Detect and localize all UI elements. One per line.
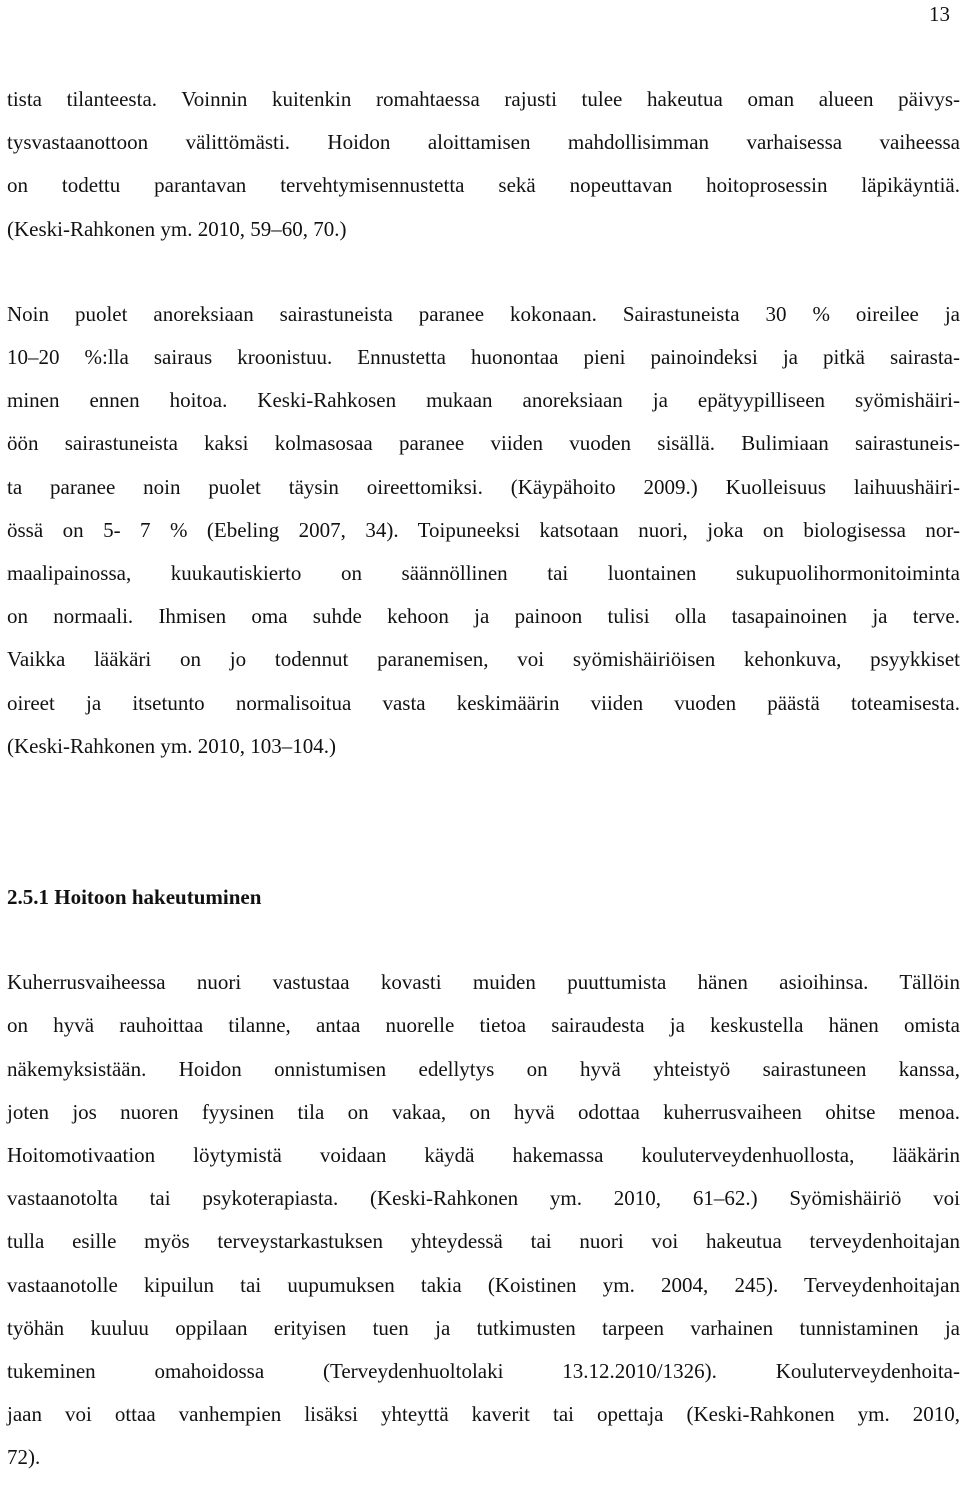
text-line: Kuherrusvaiheessa nuori vastustaa kovasti muiden puuttumista hänen asioihinsa. Tällöin (7, 970, 960, 995)
text-line: tista tilanteesta. Voinnin kuitenkin romahtaessa rajusti tulee hakeutua oman alueen päivys- (7, 87, 960, 111)
text-line: joten jos nuoren fyysinen tila on vakaa, on hyvä odottaa kuherrusvaiheen ohitse menoa. (7, 1099, 960, 1124)
section-spacer (7, 768, 960, 876)
paragraph-prognosis-intro (7, 78, 960, 251)
heading-spacer (7, 919, 960, 961)
text-line: työhän kuuluu oppilaan erityisen tuen ja tutkimusten tarpeen varhainen tunnistaminen ja (7, 1315, 960, 1340)
text-line: on hyvä rauhoittaa tilanne, antaa nuorelle tietoa sairaudesta ja keskustella hänen omista (7, 1013, 960, 1038)
text-line: ta paranee noin puolet täysin oireettomiksi. (Käypähoito 2009.) Kuolleisuus laihuushäiri- (7, 474, 960, 499)
text-line: össä on 5- 7 % (Ebeling 2007, 34). Toipuneeksi katsotaan nuori, joka on biologisessa nor- (7, 517, 960, 542)
text-line: Vaikka lääkäri on jo todennut paranemisen, voi syömishäiriöisen kehonkuva, psyykkiset (7, 647, 960, 672)
text-line: Noin puolet anoreksiaan sairastuneista paranee kokonaan. Sairastuneista 30 % oireilee ja (7, 301, 960, 326)
paragraph-seeking-treatment (7, 961, 960, 1479)
text-line: (Keski-Rahkonen ym. 2010, 59–60, 70.) (7, 216, 347, 241)
text-line: 10–20 %:lla sairaus kroonistuu. Ennustetta huonontaa pieni painoindeksi ja pitkä sairasta- (7, 345, 960, 370)
text-line: näkemyksistään. Hoidon onnistumisen edellytys on hyvä yhteistyö sairastuneen kanssa, (7, 1056, 960, 1081)
text-line: jaan voi ottaa vanhempien lisäksi yhteyttä kaverit tai opettaja (Keski-Rahkonen ym. 2010, (7, 1402, 960, 1427)
paragraph-recovery (7, 293, 960, 768)
text-line: tukeminen omahoidossa (Terveydenhuoltolaki 13.12.2010/1326). Kouluterveydenhoita- (7, 1359, 960, 1384)
text-line: vastaanotolle kipuilun tai uupumuksen takia (Koistinen ym. 2004, 245). Terveydenhoitajan (7, 1272, 960, 1297)
text-line: (Keski-Rahkonen ym. 2010, 103–104.) (7, 733, 336, 758)
text-line: tulla esille myös terveystarkastuksen yhteydessä tai nuori voi hakeutua terveydenhoitajan (7, 1229, 960, 1254)
text-line: vastaanotolta tai psykoterapiasta. (Keski-Rahkonen ym. 2010, 61–62.) Syömishäiriö voi (7, 1186, 960, 1211)
page-number: 13 (929, 2, 950, 26)
body-text (7, 78, 960, 1480)
text-line: minen ennen hoitoa. Keski-Rahkosen mukaan anoreksiaan ja epätyypilliseen syömishäiri- (7, 388, 960, 413)
text-line: Hoitomotivaation löytymistä voidaan käydä hakemassa kouluterveydenhuollosta, lääkärin (7, 1143, 960, 1168)
text-line: tysvastaanottoon välittömästi. Hoidon aloittamisen mahdollisimman varhaisessa vaiheessa (7, 130, 960, 155)
text-line: oireet ja itsetunto normalisoitua vasta keskimäärin viiden vuoden päästä toteamisesta. (7, 690, 960, 715)
paragraph-spacer (7, 251, 960, 293)
section-heading: 2.5.1 Hoitoon hakeutuminen (7, 885, 262, 910)
text-line: on normaali. Ihmisen oma suhde kehoon ja painoon tulisi olla tasapainoinen ja terve. (7, 604, 960, 629)
text-line: 72). (7, 1445, 41, 1470)
text-line: maalipainossa, kuukautiskierto on säännöllinen tai luontainen sukupuolihormonitoiminta (7, 561, 960, 586)
text-line: on todettu parantavan tervehtymisennustetta sekä nopeuttavan hoitoprosessin läpikäyntiä. (7, 173, 960, 198)
text-line: öön sairastuneista kaksi kolmasosaa paranee viiden vuoden sisällä. Bulimiaan sairastuneis- (7, 431, 960, 456)
